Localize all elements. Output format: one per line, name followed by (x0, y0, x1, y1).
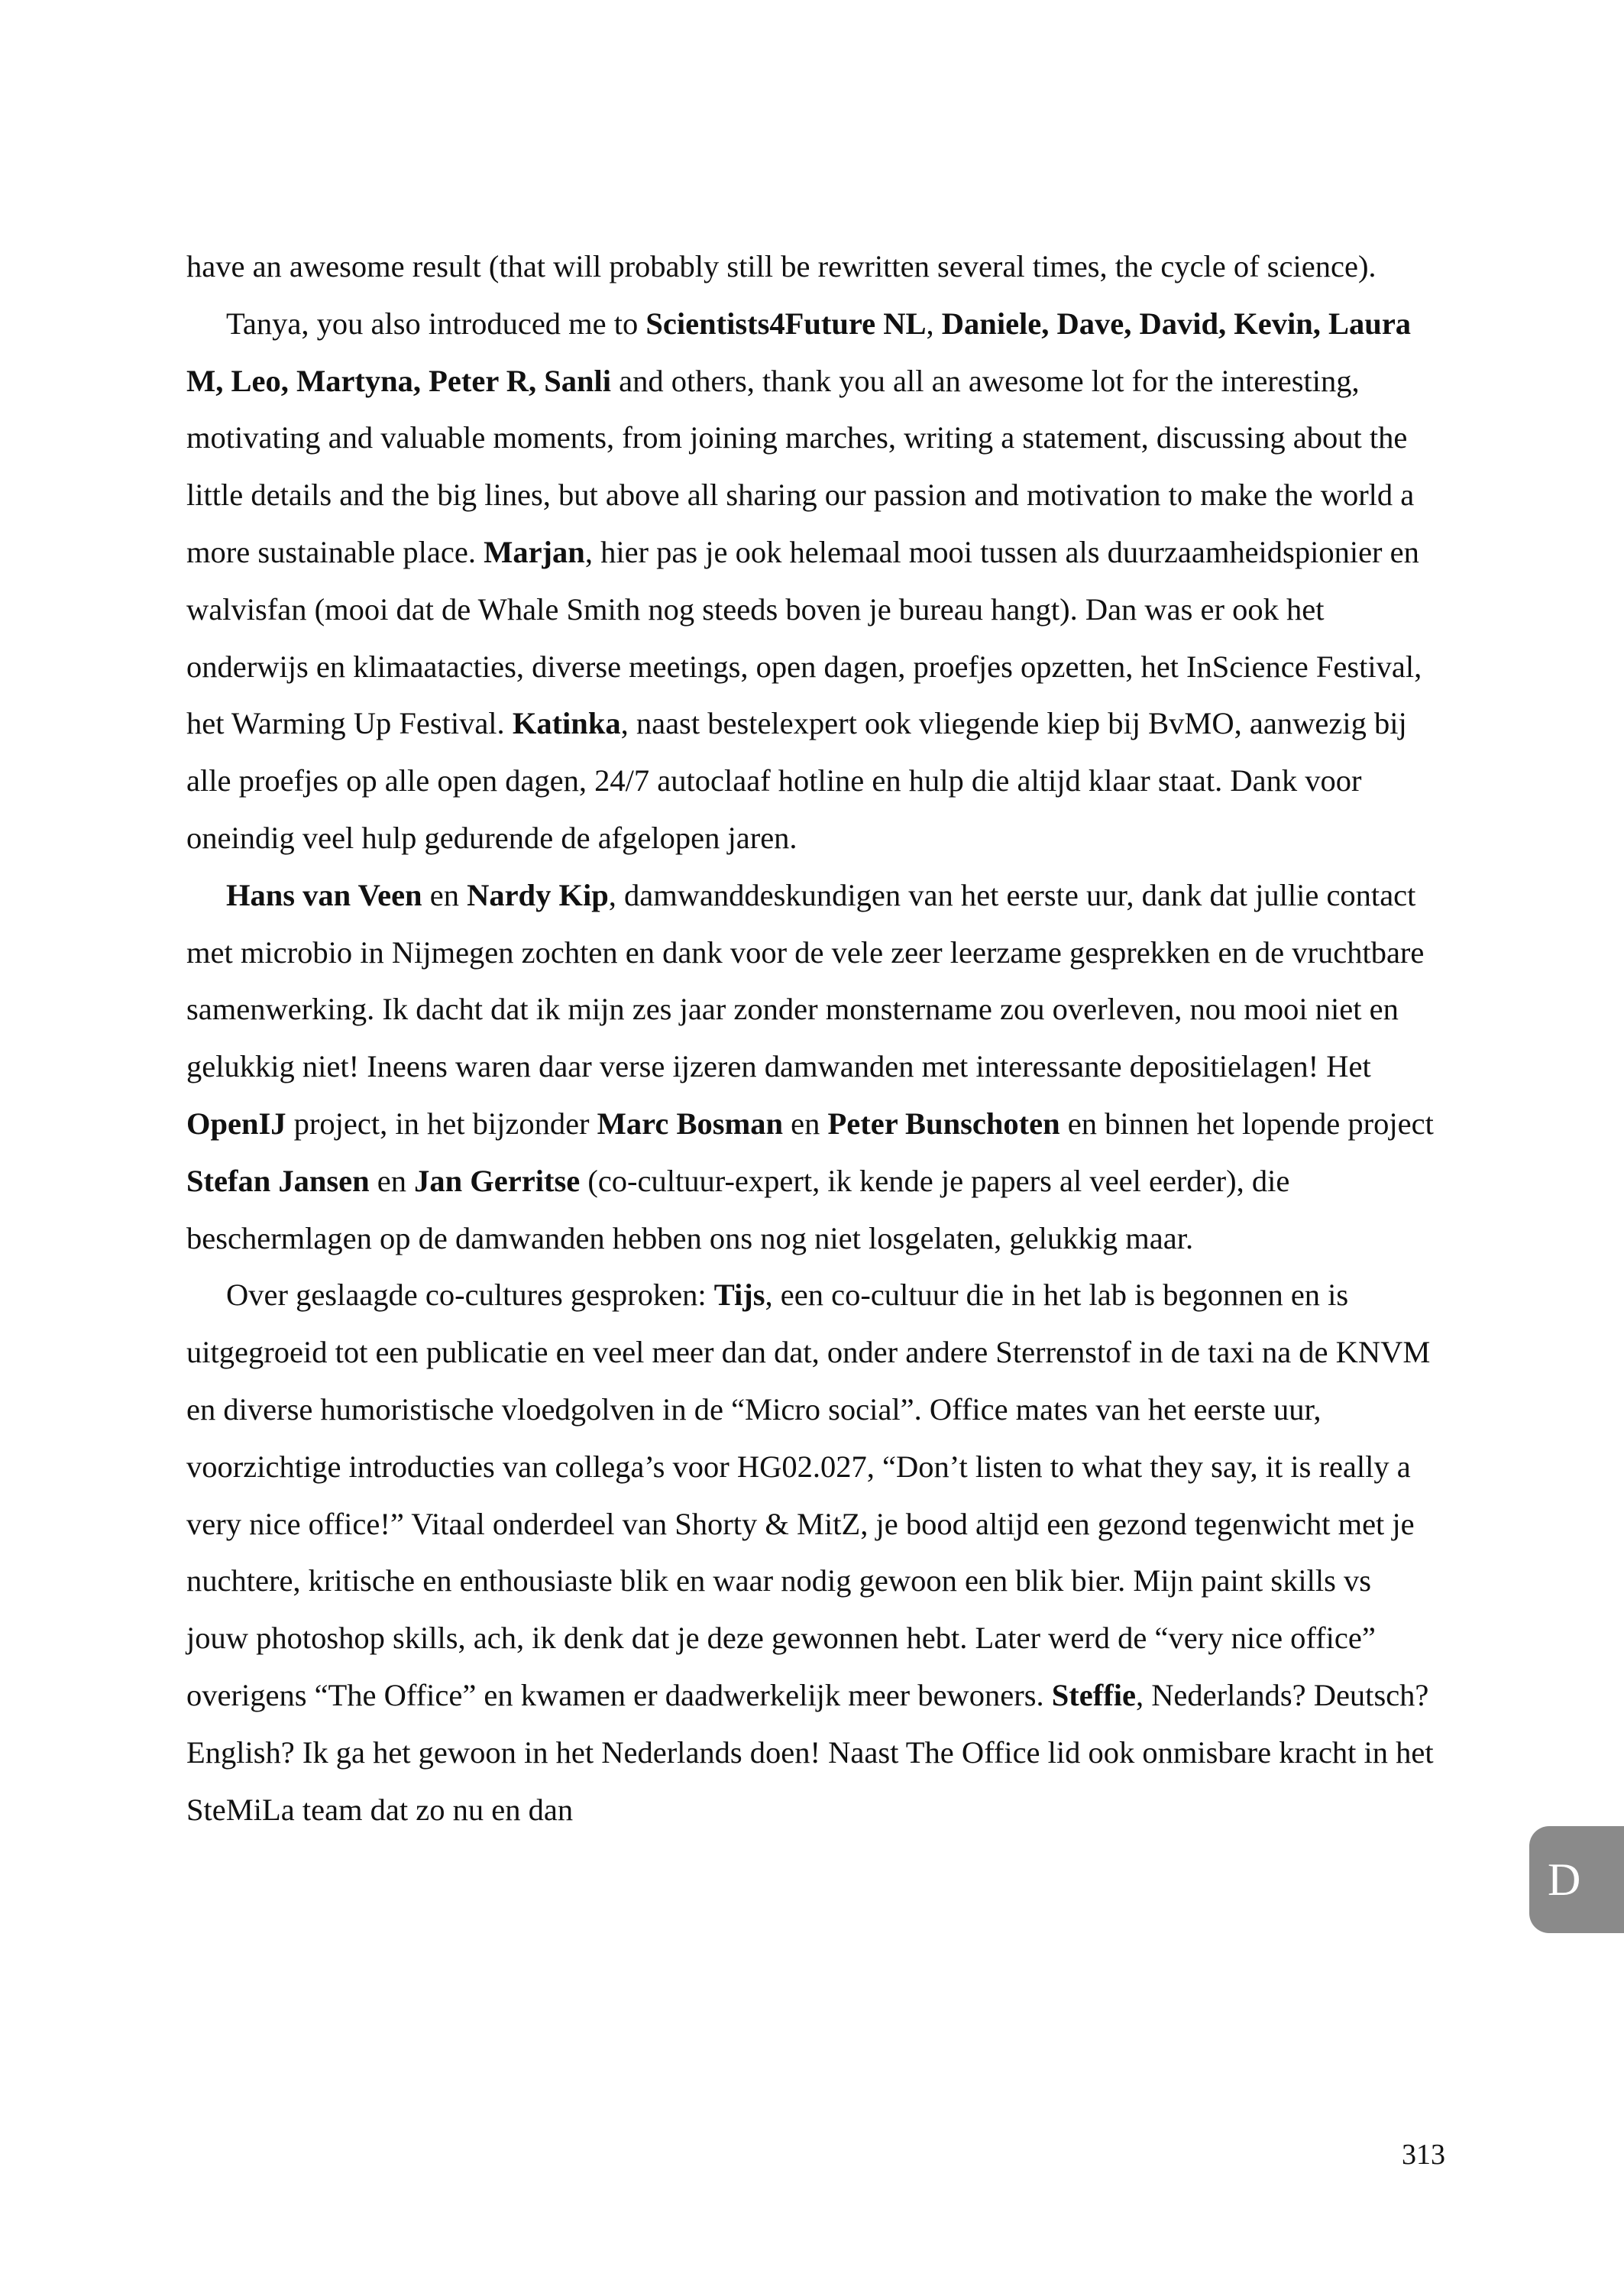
text-run: (co-cultuur-expert, ik kende je papers al veel eerder), die beschermlagen op de damwanden hebben ons nog niet losgelaten, gelukkig maar. (186, 1163, 1290, 1255)
bold-name: Tijs (713, 1278, 765, 1313)
paragraph-4 (186, 1267, 1439, 1838)
text-run: en (783, 1106, 828, 1141)
text-run: and others, thank you all an awesome lot for the interesting, motivating and valuable moments, from joining marches, writing a statement, discussing about the little details and the big lines, but above all sharing our passion and motivation to make the world a more sustainable place. (186, 363, 1415, 569)
bold-name: Hans van Veen (226, 877, 422, 912)
text-run: en binnen het lopende project (1059, 1106, 1434, 1141)
bold-name: Marc Bosman (597, 1106, 784, 1141)
bold-name: Nardy Kip (467, 877, 609, 912)
text-run: , naast bestelexpert ook vliegende kiep bij BvMO, aanwezig bij alle proefjes op alle open dagen, 24/7 autoclaaf hotline en hulp die altijd klaar staat. Dank voor oneindig veel hulp gedurende de afgelopen jaren. (186, 706, 1407, 855)
text-run: Tanya, you also introduced me to (226, 306, 646, 341)
paragraph-2 (186, 296, 1439, 867)
text-run: project, in het bijzonder (286, 1106, 597, 1141)
text-run: have an awesome result (that will probably still be rewritten several times, the cycle of science). (186, 249, 1377, 283)
bold-name: OpenIJ (186, 1106, 286, 1141)
bold-name: Stefan Jansen (186, 1163, 370, 1198)
bold-name: Katinka (512, 706, 621, 741)
text-run: , damwanddeskundigen van het eerste uur, dank dat jullie contact met microbio in Nijmegen zochten en dank voor de vele zeer leerzame gesprekken en de vruchtbare samenwerking. Ik dacht dat ik mijn zes jaar zonder monstername zou overleven, nou mooi niet en gelukkig niet! Ineens waren daar verse ijzeren damwanden met interessante depositielagen! Het (186, 877, 1425, 1084)
text-run: en (369, 1163, 415, 1198)
bold-name: Jan Gerritse (414, 1163, 581, 1198)
text-run: , hier pas je ook helemaal mooi tussen als duurzaamheidspionier en walvisfan (mooi dat de Whale Smith nog steeds boven je bureau hangt). Dan was er ook het onderwijs en klimaatacties, diverse meetings, open dagen, proefjes opzetten, het InScience Festival, het Warming Up Festival. (186, 534, 1422, 741)
bold-name: Steffie (1051, 1677, 1136, 1712)
bold-name: Peter Bunschoten (827, 1106, 1060, 1141)
page-body (186, 238, 1439, 1838)
page-number: 313 (1402, 2139, 1445, 2171)
paragraph-3 (186, 867, 1439, 1268)
bold-name: Scientists4Future NL (645, 306, 927, 341)
paragraph-1 (186, 238, 1439, 296)
text-run: , een co-cultuur die in het lab is begonnen en is uitgegroeid tot een publicatie en veel meer dan dat, onder andere Sterrenstof in de taxi na de KNVM en diverse humoristische vloedgolven in de “Micro social”. Office mates van het eerste uur, voorzichtige introducties van collega’s voor HG02.027, “Don’t listen to what they say, it is really a very nice office!” Vitaal onderdeel van Shorty & MitZ, je bood altijd een gezond tegenwicht met je nuchtere, kritische en enthousiaste blik en waar nodig gewoon een blik bier. Mijn paint skills vs jouw photoshop skills, ach, ik denk dat je deze gewonnen hebt. Later werd de “very nice office” overigens “The Office” en kwamen er daadwerkelijk meer bewoners. (186, 1278, 1431, 1712)
text-run: , (926, 306, 942, 341)
section-tab-marker: D (1529, 1826, 1624, 1933)
bold-name: Daniele, Dave, David, Kevin, Laura M, Leo, Martyna, Peter R, Sanli (186, 306, 1412, 398)
text-run: en (422, 877, 467, 912)
text-run: Over geslaagde co-cultures gesproken: (226, 1278, 714, 1313)
bold-name: Marjan (484, 534, 585, 569)
text-run: , Nederlands? Deutsch? English? Ik ga het gewoon in het Nederlands doen! Naast The Office lid ook onmisbare kracht in het SteMiLa team dat zo nu en dan (186, 1677, 1434, 1827)
